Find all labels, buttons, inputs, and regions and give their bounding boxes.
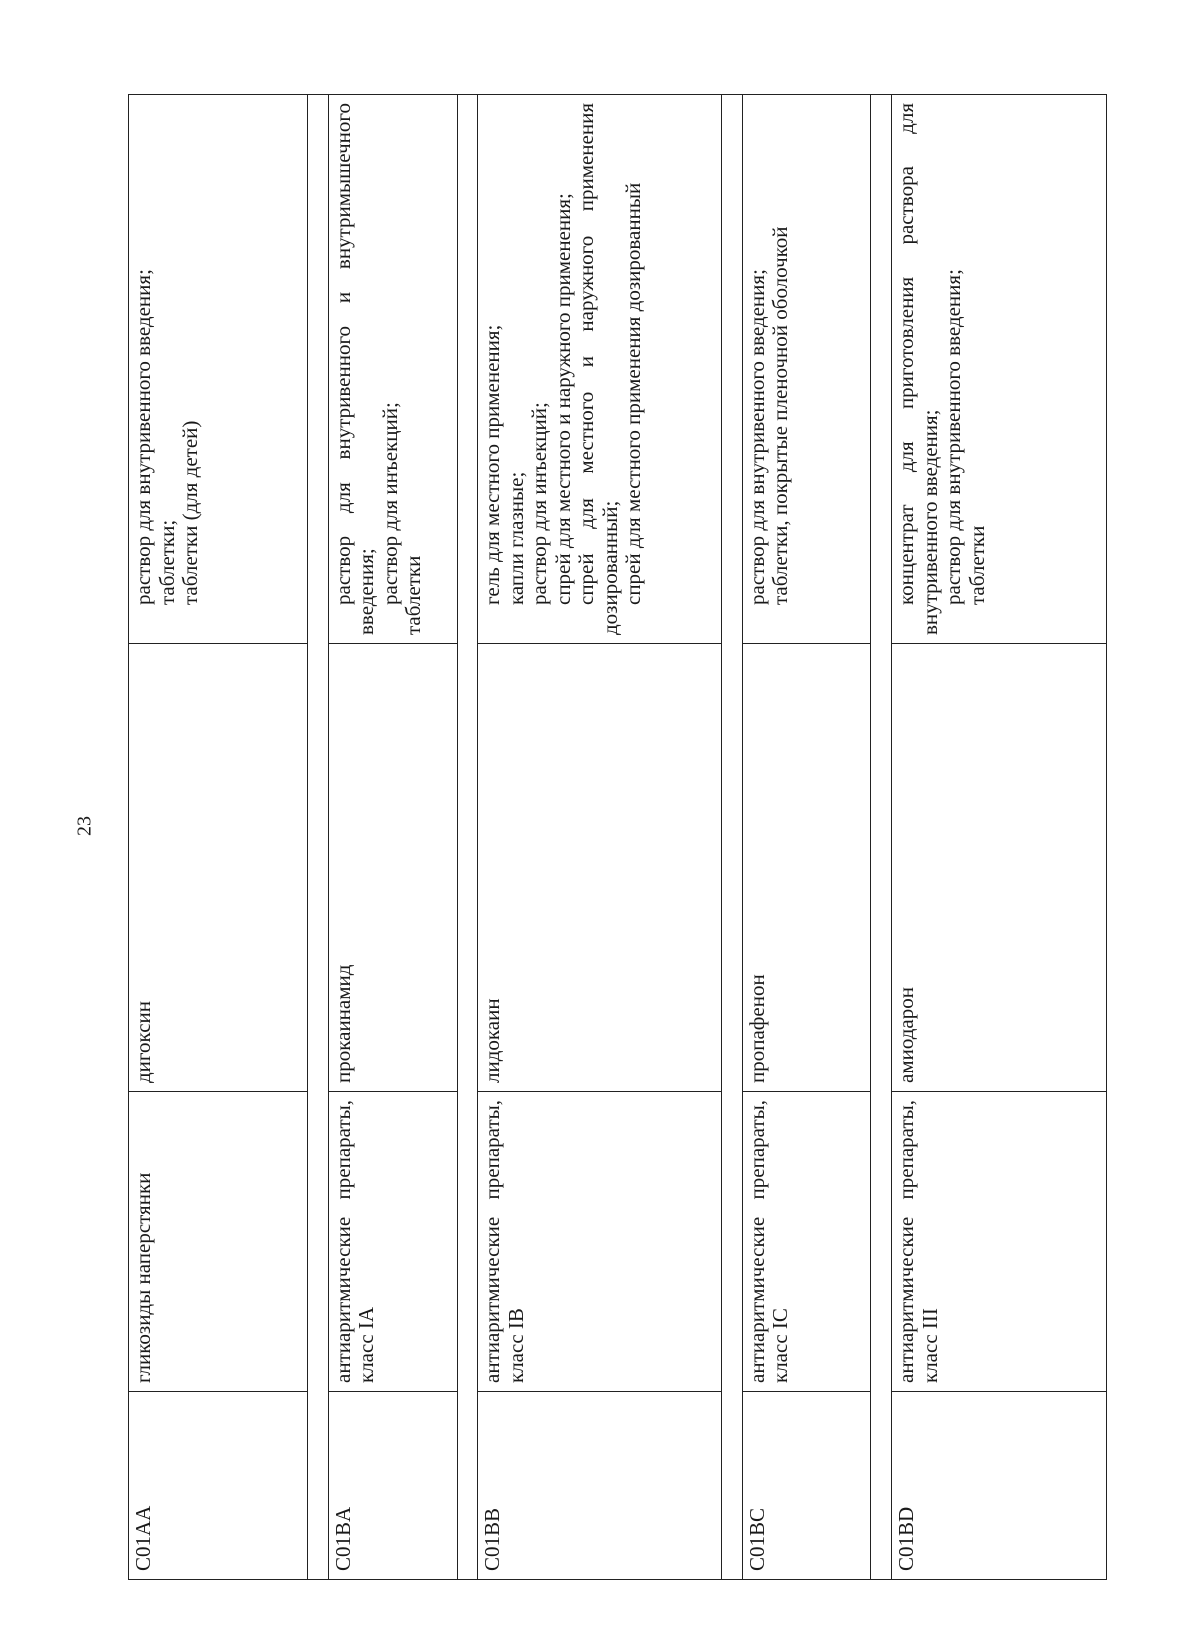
drug-classification-table bbox=[128, 94, 1107, 1580]
dosage-form: капли глазные; bbox=[503, 471, 528, 605]
dosage-form: раствор для внутривенного введения; bbox=[744, 269, 769, 605]
drug-name-cell: прокаинамид bbox=[328, 644, 457, 1092]
group-line: класс IC bbox=[768, 1308, 793, 1383]
dosage-form: раствор для внутривенного и внутримышечного введения; bbox=[330, 103, 379, 635]
dosage-form: спрей для местного и наружного применения; bbox=[550, 193, 575, 605]
group-cell bbox=[742, 1092, 871, 1392]
group-line: антиаритмические препараты, bbox=[480, 1100, 505, 1383]
dosage-form: раствор для внутривенного введения; bbox=[941, 269, 966, 605]
group-line: антиаритмические препараты, bbox=[744, 1100, 769, 1383]
dosage-form: спрей для местного применения дозированный bbox=[621, 182, 646, 605]
dosage-form: спрей для местного и наружного применения дозированный; bbox=[574, 103, 622, 635]
dosage-form: раствор для инъекций; bbox=[377, 402, 402, 605]
dosage-form: концентрат для приготовления раствора для внутривенного введения; bbox=[893, 103, 942, 635]
table-row bbox=[742, 95, 871, 1580]
atc-code-cell: C01BB bbox=[478, 1392, 722, 1580]
group-line: класс III bbox=[917, 1308, 942, 1383]
dosage-form: таблетки; bbox=[154, 519, 179, 605]
group-cell bbox=[129, 1092, 308, 1392]
dosage-form: таблетки (для детей) bbox=[178, 420, 203, 605]
rotated-table-container bbox=[128, 95, 1107, 1580]
drug-name-cell: пропафенон bbox=[742, 644, 871, 1092]
dosage-forms-cell bbox=[742, 95, 871, 644]
atc-code-cell: C01BA bbox=[328, 1392, 457, 1580]
row-separator bbox=[457, 95, 478, 1580]
table-row bbox=[129, 95, 308, 1580]
dosage-form: таблетки bbox=[401, 555, 426, 635]
row-separator bbox=[871, 95, 892, 1580]
dosage-form: таблетки, покрытые пленочной оболочкой bbox=[768, 226, 793, 605]
drug-name-cell: лидокаин bbox=[478, 644, 722, 1092]
atc-code-cell: C01BC bbox=[742, 1392, 871, 1580]
group-cell bbox=[478, 1092, 722, 1392]
table-row bbox=[478, 95, 722, 1580]
group-line: класс IA bbox=[354, 1306, 379, 1383]
dosage-forms-cell bbox=[328, 95, 457, 644]
group-line: антиаритмические препараты, bbox=[330, 1100, 355, 1383]
atc-code-cell: C01AA bbox=[129, 1392, 308, 1580]
atc-code-cell: C01BD bbox=[891, 1392, 1106, 1580]
group-cell bbox=[328, 1092, 457, 1392]
dosage-forms-cell bbox=[129, 95, 308, 644]
group-cell bbox=[891, 1092, 1106, 1392]
drug-name-cell: амиодарон bbox=[891, 644, 1106, 1092]
group-line: антиаритмические препараты, bbox=[893, 1100, 918, 1383]
dosage-form: таблетки bbox=[964, 525, 989, 605]
page-number: 23 bbox=[73, 816, 96, 836]
row-separator bbox=[721, 95, 742, 1580]
dosage-forms-cell bbox=[478, 95, 722, 644]
dosage-form: раствор для внутривенного введения; bbox=[131, 269, 155, 605]
dosage-form: раствор для инъекций; bbox=[527, 402, 552, 605]
group-line: гликозиды наперстянки bbox=[131, 1172, 155, 1383]
drug-name-cell: дигоксин bbox=[129, 644, 308, 1092]
dosage-form: гель для местного применения; bbox=[480, 324, 505, 605]
table-row bbox=[891, 95, 1106, 1580]
table-row bbox=[328, 95, 457, 1580]
group-line: класс IB bbox=[503, 1308, 528, 1383]
row-separator bbox=[308, 95, 329, 1580]
dosage-forms-cell bbox=[891, 95, 1106, 644]
